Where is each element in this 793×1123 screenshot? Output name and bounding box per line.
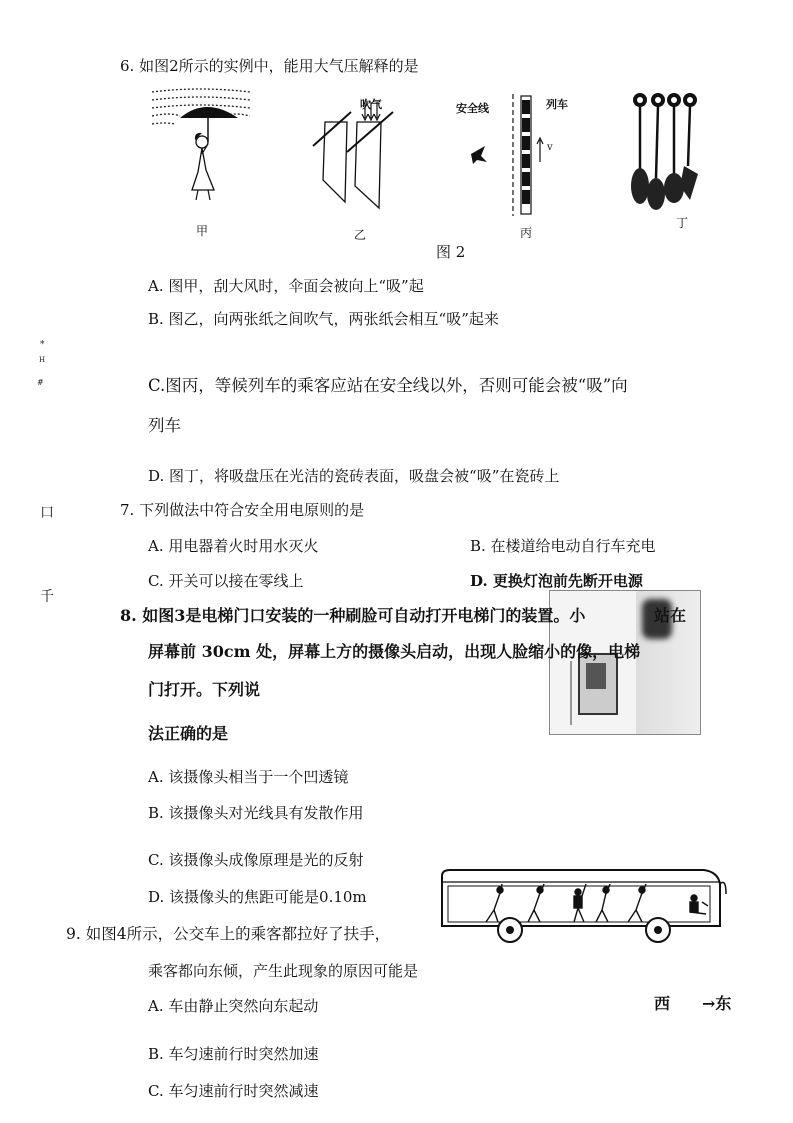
q8-option-a: A. 该摄像头相当于一个凹透镜 xyxy=(148,768,349,786)
fig4-bus-illustration xyxy=(436,864,730,946)
fig2-label-anquanxian: 安全线 xyxy=(456,102,489,115)
fig2-yi-papers-illustration xyxy=(305,92,405,210)
q6-option-c-line1: C.图丙，等候列车的乘客应站在安全线以外，否则可能会被“吸”向 xyxy=(148,376,628,395)
margin-mark-5: 千 xyxy=(40,589,54,605)
q7-stem: 7. 下列做法中符合安全用电原则的是 xyxy=(120,501,365,519)
fig2-ding-suction-cups-illustration xyxy=(628,90,708,214)
scanner-screen xyxy=(586,663,606,689)
q9-option-a: A. 车由静止突然向东起动 xyxy=(148,997,319,1015)
fig2-label-jia: 甲 xyxy=(196,224,209,238)
q9-direction-east: →东 xyxy=(702,994,732,1013)
q8-line3: 门打开。下列说 xyxy=(148,680,261,699)
q8-line1-tail: 站在 xyxy=(654,606,687,625)
q9-line2: 乘客都向东倾，产生此现象的原因可能是 xyxy=(148,962,419,980)
fig2-jia-umbrella-illustration xyxy=(150,82,260,207)
fig2-label-lieche: 列车 xyxy=(546,98,568,111)
margin-mark-1: * xyxy=(40,340,45,350)
q6-option-c-line2: 列车 xyxy=(148,416,181,435)
q8-line2: 屏幕前 30cm 处，屏幕上方的摄像头启动，出现人脸缩小的像，电梯 xyxy=(148,642,641,661)
fig2-label-bing: 丙 xyxy=(520,226,533,240)
face-scanner-device xyxy=(578,653,618,715)
q8-option-b: B. 该摄像头对光线具有发散作用 xyxy=(148,804,364,822)
margin-mark-2: H xyxy=(39,356,46,364)
q8-option-c: C. 该摄像头成像原理是光的反射 xyxy=(148,851,364,869)
q8-line4: 法正确的是 xyxy=(148,724,229,743)
q8-line1: 8. 如图3是电梯门口安装的一种刷脸可自动打开电梯门的装置。小 xyxy=(120,606,586,625)
q8-option-d: D. 该摄像头的焦距可能是0.10m xyxy=(148,888,367,906)
q9-direction-west: 西 xyxy=(654,994,671,1013)
q6-stem: 6. 如图2所示的实例中，能用大气压解释的是 xyxy=(120,57,419,75)
margin-mark-3: # xyxy=(37,378,44,387)
q9-option-c: C. 车匀速前行时突然减速 xyxy=(148,1082,319,1100)
door-frame-line xyxy=(570,661,572,725)
margin-mark-4: 口 xyxy=(40,505,54,521)
fig2-label-ding: 丁 xyxy=(676,216,689,230)
q9-option-b: B. 车匀速前行时突然加速 xyxy=(148,1045,319,1063)
q7-option-d: D. 更换灯泡前先断开电源 xyxy=(470,572,643,590)
fig2-label-chuiqi: 吹气 xyxy=(360,98,382,111)
q7-option-b: B. 在楼道给电动自行车充电 xyxy=(470,537,656,555)
q6-option-d: D. 图丁，将吸盘压在光洁的瓷砖表面，吸盘会被“吸”在瓷砖上 xyxy=(148,467,560,485)
fig2-label-yi: 乙 xyxy=(354,228,367,242)
q6-option-b: B. 图乙，向两张纸之间吹气，两张纸会相互“吸”起来 xyxy=(148,310,499,328)
q7-option-c: C. 开关可以接在零线上 xyxy=(148,572,304,590)
fig2-caption: 图 2 xyxy=(436,243,466,261)
fig2-label-v: v xyxy=(547,142,553,153)
q9-stem: 9. 如图4所示，公交车上的乘客都拉好了扶手， xyxy=(66,925,391,943)
q6-option-a: A. 图甲，刮大风时，伞面会被向上“吸”起 xyxy=(148,277,424,295)
q7-option-a: A. 用电器着火时用水灭火 xyxy=(148,537,319,555)
